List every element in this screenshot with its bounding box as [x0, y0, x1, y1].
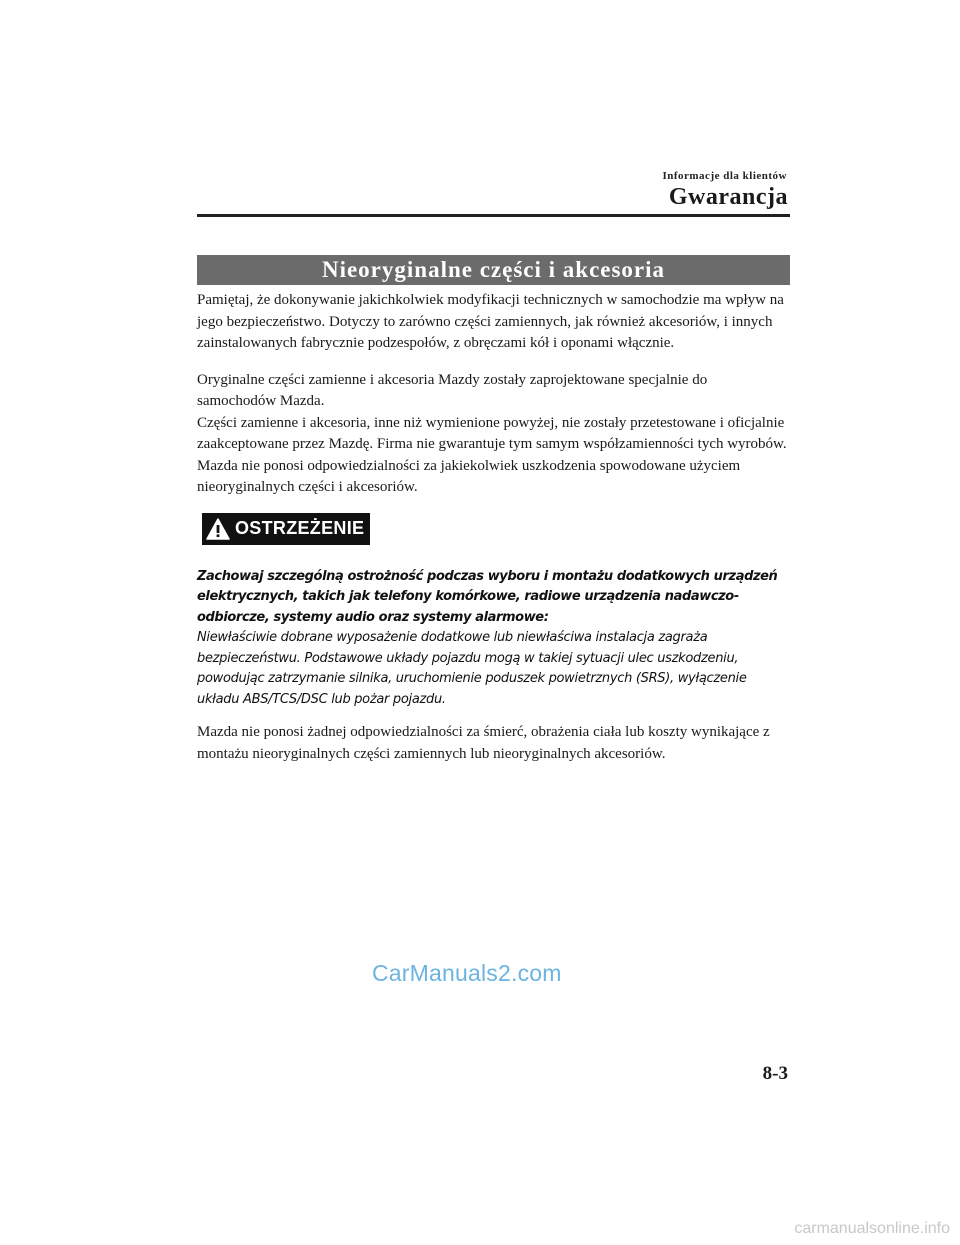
- paragraph-modifications: Pamiętaj, że dokonywanie jakichkolwiek modyfikacji technicznych w samochodzie ma wpływ na jego bezpieczeństwo. Dotyczy to zarówno części zamiennych, jak również akcesoriów, i innych zainstalowanych fabrycznie podzespołów, z obręczami kół i oponami włącznie.: [197, 292, 784, 351]
- chapter-title: Gwarancja: [668, 184, 788, 210]
- warning-label: OSTRZEŻENIE: [235, 518, 365, 538]
- warning-body-text: Niewłaściwie dobrane wyposażenie dodatkowe lub niewłaściwa instalacja zagraża bezpieczeństwu. Podstawowe układy pojazdu mogą w takiej sytuacji ulec uszkodzeniu, powodując zatrzymanie silnika, uruchomienie poduszek powietrznych (SRS), wyłączenie układu ABS/TCS/DSC lub pożar pojazdu.: [197, 630, 747, 707]
- page-number: 8-3: [762, 1063, 788, 1084]
- warning-triangle-icon: [206, 518, 230, 540]
- warning-badge: [202, 513, 370, 545]
- paragraph-liability: Mazda nie ponosi żadnej odpowiedzialności za śmierć, obrażenia ciała lub koszty wynikające z montażu nieoryginalnych części zamiennych lub nieoryginalnych akcesoriów.: [197, 724, 770, 762]
- watermark-logo: CarManuals2.com: [372, 960, 562, 986]
- page-title: Nieoryginalne części i akcesoria: [197, 255, 790, 285]
- paragraph-original-parts: Oryginalne części zamienne i akcesoria Mazdy zostały zaprojektowane specjalnie do samochodów Mazda.: [197, 371, 708, 409]
- warning-heading-text: Zachowaj szczególną ostrożność podczas wyboru i montażu dodatkowych urządzeń elektrycznych, takich jak telefony komórkowe, radiowe urządzenia nadawczo-odbiorcze, systemy audio oraz systemy alarmowe:: [197, 568, 778, 625]
- section-label: Informacje dla klientów: [662, 170, 787, 182]
- paragraph-non-original-parts: Części zamienne i akcesoria, inne niż wymienione powyżej, nie zostały przetestowane i oficjalnie zaakceptowane przez Mazdę. Firma nie gwarantuje tym samym współzamienności tych wyrobów. Mazda nie ponosi odpowiedzialności za jakiekolwiek uszkodzenia spowodowane użyciem nieoryginalnych części i akcesoriów.: [197, 414, 787, 495]
- footer-watermark: carmanualsonline.info: [794, 1220, 950, 1237]
- header-rule: [197, 214, 790, 217]
- content-body: [197, 290, 790, 765]
